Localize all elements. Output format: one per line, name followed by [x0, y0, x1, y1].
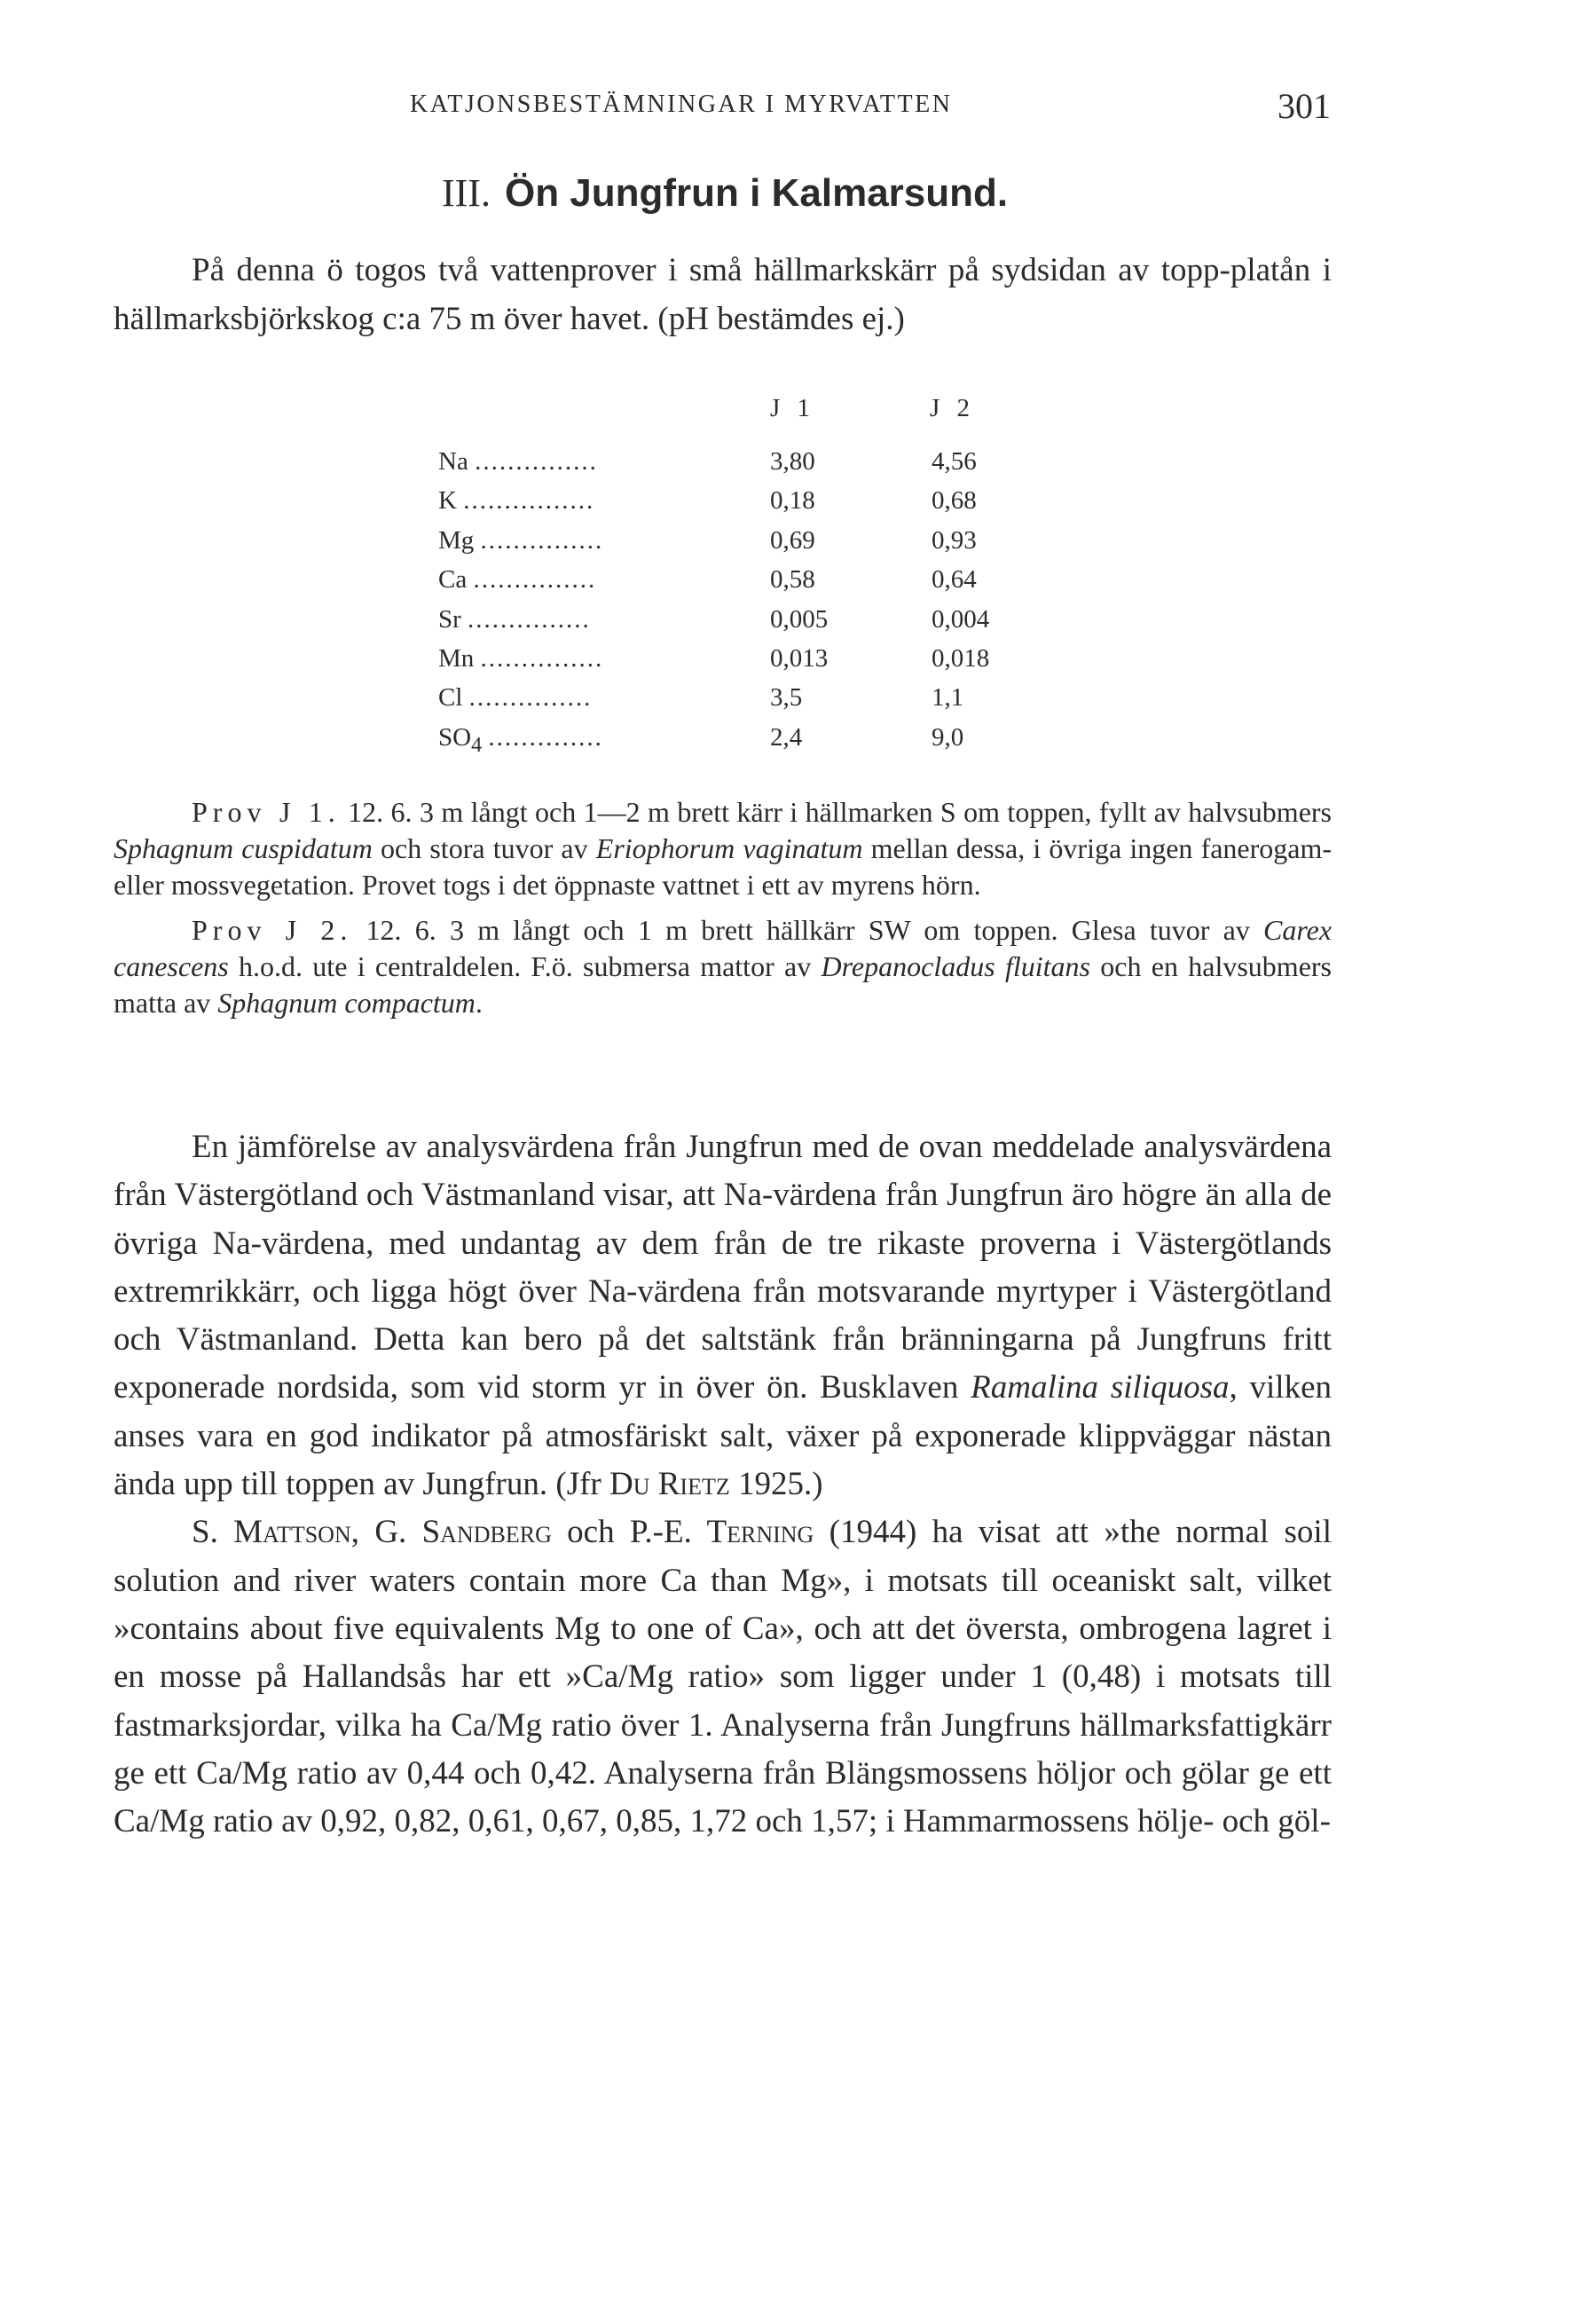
leader-dots: ............... — [473, 565, 597, 595]
sample-date: 12. 6. — [366, 914, 436, 946]
value-j1: 0,58 — [770, 565, 815, 595]
element-cell — [438, 486, 731, 516]
sample-text: 3 m långt och 1 m brett hällkärr SW om toppen. Glesa tuvor av — [449, 914, 1264, 946]
element-cell — [438, 565, 731, 595]
page-number: 301 — [1278, 86, 1331, 126]
value-j2: 0,64 — [932, 565, 977, 595]
element-subscript: 4 — [471, 732, 483, 757]
column-header-j1: J 1 — [770, 394, 816, 422]
value-j1: 0,013 — [770, 643, 829, 673]
element-cell — [438, 526, 731, 555]
element-symbol: Mg — [438, 525, 475, 555]
analysis-table — [438, 394, 1015, 762]
species-name: Carex canescens — [114, 914, 1333, 982]
element-cell — [438, 683, 731, 713]
leader-dots: ............... — [480, 643, 604, 673]
species-name: Ramalina siliquosa — [971, 1369, 1230, 1406]
leader-dots: ............... — [480, 525, 604, 555]
sample-label: Prov J 1. — [192, 796, 341, 828]
sample-text: 3 m långt och 1—2 m brett kärr i hällmarken S om toppen, fyllt av halvsubmers — [419, 796, 1333, 828]
value-j2: 0,018 — [932, 643, 990, 673]
element-symbol: K — [438, 486, 457, 516]
paragraph-text: och — [551, 1514, 630, 1551]
section-title: Ön Jungfrun i Kalmarsund. — [504, 171, 1009, 215]
sample-note-j2 — [114, 912, 1332, 1021]
body-paragraph-1 — [114, 1123, 1332, 1508]
table-row — [438, 447, 1015, 486]
sample-note-j1 — [114, 794, 1332, 903]
paragraph-text: , vilken anses vara en god indikator på atmosfäriskt salt, växer på exponerade klippväggar nästan ända upp till toppen av Jungfrun. (Jfr — [114, 1369, 1332, 1503]
running-head: KATJONSBESTÄMNINGAR I MYRVATTEN — [410, 91, 953, 118]
element-symbol: Sr — [438, 604, 461, 634]
value-j2: 0,93 — [932, 525, 977, 555]
table-body — [438, 447, 1015, 762]
element-cell — [438, 447, 731, 477]
body-paragraph-2 — [114, 1508, 1332, 1846]
element-cell — [438, 644, 731, 673]
element-symbol: Na — [438, 447, 468, 476]
sample-text: h.o.d. ute i centraldelen. F.ö. submersa mattor av — [228, 950, 822, 982]
sample-date: 12. 6. — [348, 796, 413, 828]
table-row — [438, 683, 1015, 722]
leader-dots: ............... — [468, 683, 593, 713]
sample-text: mellan dessa, i övriga ingen fanerogam- eller mossvegetation. Provet togs i det öppnaste vattnet i ett av myrens hörn. — [114, 832, 1333, 901]
value-j2: 4,56 — [932, 447, 977, 476]
species-name: Eriophorum vaginatum — [595, 832, 863, 864]
value-j2: 0,004 — [932, 604, 990, 634]
paragraph-text: 1925.) — [729, 1466, 823, 1503]
table-row — [438, 644, 1015, 683]
value-j1: 3,5 — [770, 683, 803, 713]
paragraph-text: En jämförelse av analysvärdena från Jungfrun med de ovan meddelade analysvärdena från Västergötland och Västmanland visar, att Na-värdena från Jungfrun äro högre än alla de övriga Na-värdena, med undantag av dem från de tre rikaste proverna i Västergötlands extremrikkärr, och ligga högt över Na-värdena från motsvarande myrtyper i Västergötland och Västmanland. Detta kan bero på det saltstänk från bränningarna på Jungfruns fritt exponerade nordsida, som vid storm yr in över ön. Busklaven — [114, 1129, 1332, 1406]
author-name: S. Mattson — [192, 1514, 351, 1551]
value-j1: 0,69 — [770, 525, 815, 555]
element-cell — [438, 605, 731, 634]
table-row — [438, 605, 1015, 644]
leader-dots: .............. — [488, 722, 603, 752]
author-name: Du Rietz — [609, 1466, 730, 1503]
value-j1: 0,005 — [770, 604, 829, 634]
author-name: P.-E. Terning — [629, 1514, 814, 1551]
species-name: Drepanocladus fluitans — [821, 950, 1090, 982]
section-number: III. — [442, 171, 491, 215]
element-symbol: Cl — [438, 683, 463, 713]
element-symbol: SO — [438, 722, 472, 752]
paragraph-text: , — [350, 1514, 375, 1551]
table-header — [438, 394, 1015, 447]
leader-dots: ............... — [468, 604, 591, 634]
sample-text: och stora tuvor av — [372, 832, 596, 864]
sample-notes — [114, 794, 1332, 1021]
section-heading — [442, 170, 1008, 216]
body-text — [114, 1123, 1332, 1846]
element-cell — [438, 723, 731, 758]
table-row — [438, 565, 1015, 604]
intro-text: På denna ö togos två vattenprover i små hällmarkskärr på sydsidan av topp-platån i hällmarksbjörkskog c:a 75 m över havet. (pH bestämdes ej.) — [114, 252, 1332, 337]
table-row — [438, 526, 1015, 565]
element-symbol: Ca — [438, 565, 468, 595]
sample-label: Prov J 2. — [192, 914, 353, 946]
leader-dots: ................ — [463, 486, 595, 516]
table-row — [438, 486, 1015, 525]
table-row — [438, 723, 1015, 762]
leader-dots: ............... — [475, 447, 598, 476]
value-j2: 1,1 — [932, 683, 964, 713]
sample-text: och en halvsubmers matta av — [114, 950, 1333, 1019]
value-j1: 2,4 — [770, 722, 803, 752]
species-name: Sphagnum compactum — [217, 987, 476, 1019]
species-name: Sphagnum cuspidatum — [114, 832, 373, 864]
value-j1: 0,18 — [770, 486, 815, 516]
column-header-j2: J 2 — [930, 394, 976, 422]
element-symbol: Mn — [438, 643, 475, 673]
paragraph-text: (1944) ha visat att »the normal soil solution and river waters contain more Ca than Mg», i motsats till oceaniskt salt, vilket »contains about five equivalents Mg to one of Ca», och att det översta, ombrogena lagret i en mosse på Hallandsås har ett »Ca/Mg ratio» som ligger under 1 (0,48) i motsats till fastmarksjordar, vilka ha Ca/Mg ratio över 1. Analyserna från Jungfruns hällmarksfattigkärr ge ett Ca/Mg ratio av 0,44 och 0,42. Analyserna från Blängsmossens höljor och gölar ge ett Ca/Mg ratio av 0,92, 0,82, 0,61, 0,67, 0,85, 1,72 och 1,57; i Hammarmossens hölje- och göl- — [114, 1514, 1332, 1840]
intro-paragraph — [114, 246, 1332, 343]
author-name: G. Sandberg — [374, 1514, 552, 1551]
value-j2: 0,68 — [932, 486, 977, 516]
value-j1: 3,80 — [770, 447, 815, 476]
sample-text: . — [475, 987, 483, 1019]
value-j2: 9,0 — [932, 722, 964, 752]
